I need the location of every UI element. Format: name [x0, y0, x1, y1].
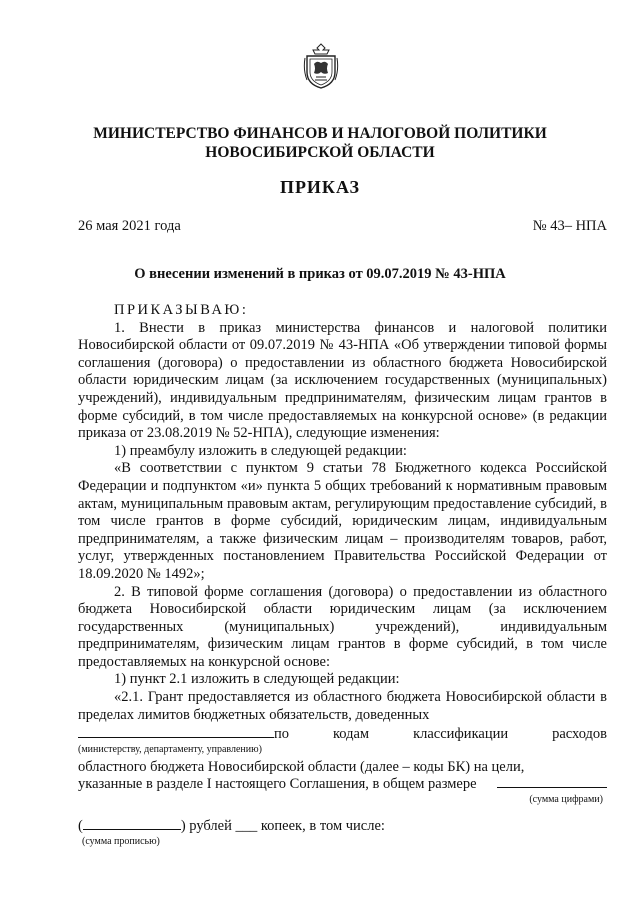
paragraph-7-line-2: указанные в разделе I настоящего Соглашения, в общем размере — [78, 776, 477, 793]
ministry-line-1: МИНИСТЕРСТВО ФИНАНСОВ И НАЛОГОВОЙ ПОЛИТИКИ — [93, 125, 547, 142]
paragraph-8-text: ) рублей ___ копеек, в том числе: — [180, 818, 385, 835]
paragraph-1: 1. Внести в приказ министерства финансов и налоговой политики Новосибирской области от 09.07.2019 № 43-НПА «Об утверждении типовой формы соглашения (договора) о предоставлении из областного бюджета Новосибирской области юридическим лицам (за исключением государственных (муниципальных) учреждений), индивидуальным предпринимателям, физическим лицам грантов в форме субсидий, в том числе предоставляемых на конкурсной основе» (в редакции приказа от 23.08.2019 № 52-НПА), следующие изменения: — [78, 319, 607, 442]
paragraph-4: 2. В типовой форме соглашения (договора) о предоставлении из областного бюджета Новосибирской области юридическим лицам (за исключением государственных (муниципальных) учреждений), индивидуальным предпринимателям, физическим лицам грантов в форме субсидий, в том числе предоставляемых на конкурсной основе: — [78, 583, 607, 670]
coat-of-arms-icon — [303, 42, 339, 90]
order-body — [78, 302, 607, 848]
ministry-name — [40, 124, 600, 162]
sum-words-blank-line — [83, 829, 181, 830]
tail-word-4: расходов — [552, 726, 607, 743]
paragraph-6: «2.1. Грант предоставляется из областного бюджета Новосибирской области в пределах лимитов бюджетных обязательств, доведенных — [78, 689, 607, 723]
order-title: ПРИКАЗ — [279, 177, 361, 197]
order-word: ПРИКАЗЫВАЮ: — [114, 302, 249, 318]
tail-word-3: классификации — [413, 726, 509, 743]
paragraph-8 — [78, 818, 607, 836]
order-number: № 43– НПА — [532, 218, 607, 234]
caption-sum-digits: (сумма цифрами) — [529, 794, 603, 806]
paragraph-8-open: ( — [78, 818, 83, 835]
paragraph-7-line-1: областного бюджета Новосибирской области (далее – коды БК) на цели, — [78, 758, 525, 775]
paragraph-2: 1) преамбулу изложить в следующей редакции: — [114, 442, 407, 459]
paragraph-6-tail — [78, 726, 607, 744]
ministry-line-2: НОВОСИБИРСКОЙ ОБЛАСТИ — [205, 144, 435, 161]
tail-word-2: кодам — [332, 726, 370, 743]
order-date: 26 мая 2021 года — [78, 218, 181, 234]
order-subject: О внесении изменений в приказ от 09.07.2019 № 43-НПА — [134, 266, 506, 282]
sum-digits-blank-line — [497, 787, 607, 788]
caption-sum-words: (сумма прописью) — [82, 835, 160, 847]
paragraph-7-line-2-row — [78, 776, 607, 794]
paragraph-3: «В соответствии с пунктом 9 статьи 78 Бюджетного кодекса Российской Федерации и подпунктом «и» пункта 5 общих требований к нормативным правовым актам, муниципальным правовым актам, регулирующим предоставление субсидий, в том числе грантов в форме субсидий, юридическим лицам, индивидуальным предпринимателям, а также физическим лицам – производителям товаров, работ, услуг, утвержденных постановлением Правительства Российской Федерации от 18.09.2020 № 1492»; — [78, 460, 607, 582]
ministry-blank-line — [78, 737, 274, 738]
tail-word-1: по — [274, 726, 290, 743]
caption-ministry: (министерству, департаменту, управлению) — [78, 743, 262, 755]
paragraph-5: 1) пункт 2.1 изложить в следующей редакции: — [114, 671, 400, 688]
